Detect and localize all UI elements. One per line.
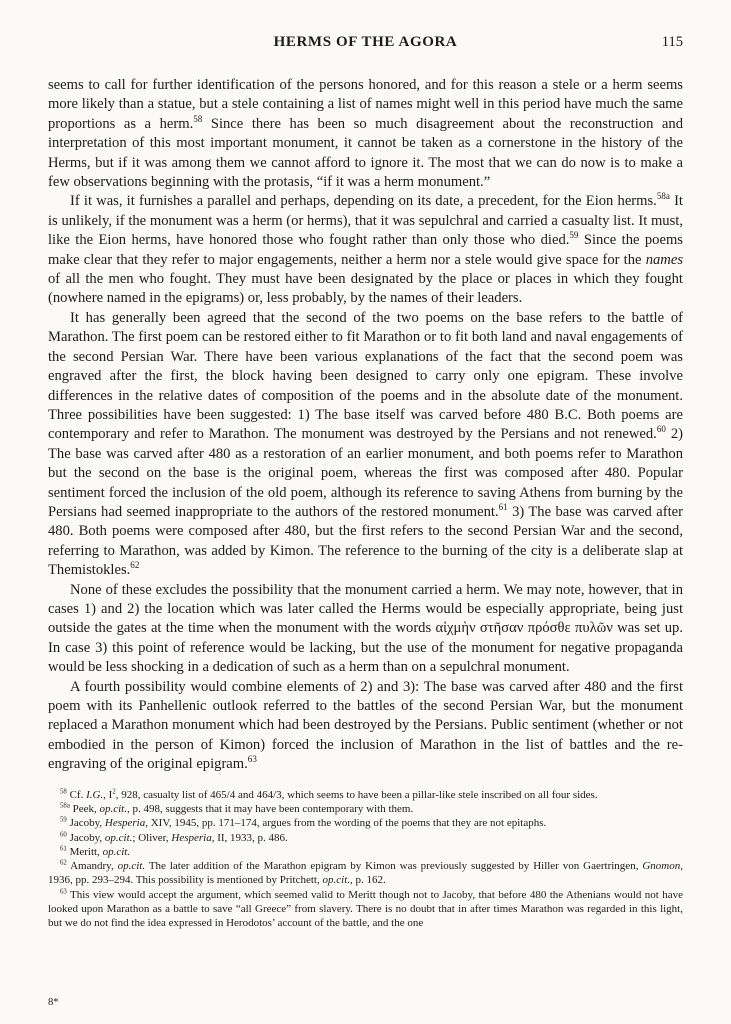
paragraph-3: It has generally been agreed that the second of the two poems on the base refers to the battle of Marathon. The first poem can be restored either to fit Marathon or to fit both land and naval engagements of the second Persian War. There have been various explanations of the fact that the second poem was engraved after the first, the block having been designed to carry only one epigram. These involve differences in the relative dates of composition of the poems and in the absolute date of the monument. Three possibilities have been suggested: 1) The base itself was carved before 480 B.C. Both poems are contemporary and refer to Marathon. The monument was destroyed by the Persians and not renewed.$^{60}$ 2) The base was carved after 480 as a restoration of an earlier monument, and both poems refer to Marathon but the second on the base is the original poem, whereas the first was composed after 480. Popular sentiment forced the inclusion of the old poem, although its reference to saving Athens from burning by the Persians had seemed inappropriate to the authors of the restored monument.$^{61}$ 3) The base was carved after 480. Both poems were composed after 480, but the first refers to the second Persian War and the second, referring to Marathon, was added by Kimon. The reference to the burning of the city is a deliberate slap at Themistokles.$^{62}$ [48, 309, 683, 579]
footnote-59: $^{59}$ Jacoby, Hesperia, XIV, 1945, pp. 171–174, argues from the wording of the poems that they are not epitaphs. [60, 816, 547, 830]
signature-mark: 8* [48, 997, 59, 1008]
page-number: 115 [661, 34, 683, 50]
page-header [48, 34, 683, 51]
footnote-63: $^{63}$ This view would accept the argument, which seemed valid to Meritt though not to Jacoby, that before 480 the Athenians would not have looked upon Marathon as a battle to save “all Greece” from slavery. There is no doubt that in after times Marathon was regarded in this light, but we do not find the idea expressed in Herodotos’ account of the battle, and the one [48, 888, 683, 930]
footnote-60: $^{60}$ Jacoby, op.cit.; Oliver, Hesperia, II, 1933, p. 486. [60, 830, 288, 844]
footnotes [48, 788, 683, 931]
paragraph-2: If it was, it furnishes a parallel and perhaps, depending on its date, a precedent, for the Eion herms.$^{58a}$ It is unlikely, if the monument was a herm (or herms), that it was sepulchral and carried a casualty list. It must, like the Eion herms, have honored those who fought rather than only those who died.$^{59}$ Since the poems make clear that they refer to major engagements, neither a herm nor a stele would give space for the names of all the men who fought. They must have been designated by the place or places in which they fought (nowhere named in the epigrams) or, less probably, by the names of their leaders. [48, 191, 683, 307]
running-title: HERMS OF THE AGORA [273, 34, 458, 50]
paragraph-4: None of these excludes the possibility that the monument carried a herm. We may note, however, that in cases 1) and 2) the location which was later called the Herms would be especially appropriate, being just outside the gates at the time when the monument with the words αἰχμὴν στῆσαν πρόσθε πυλῶν was set up. In case 3) this point of reference would be lacking, but the use of the monument for negative propaganda would be less shocking in a dedication of such as a herm than on a sepulchral monument. [48, 581, 683, 676]
footnote-61: $^{61}$ Meritt, op.cit. [60, 845, 131, 858]
body-text [48, 76, 683, 775]
paragraph-1: seems to call for further identification of the persons honored, and for this reason a stele or a herm seems more likely than a statue, but a stele containing a list of names might well in this period have much the same proportions as a herm.$^{58}$ Since there has been so much disagreement about the reconstruction and interpretation of this most important monument, it cannot be taken as a cornerstone in the history of the Herms, but if it was among them we cannot afford to ignore it. The most that we can do now is to make a few observations beginning with the protasis, “if it was a herm monument.” [48, 77, 683, 191]
paragraph-5: A fourth possibility would combine elements of 2) and 3): The base was carved after 480 and the first poem with its Panhellenic outlook referred to the battles of the second Persian War, but the monument replaced a Marathon monument which had been destroyed by the Persians. Public sentiment (whether or not embodied in the person of Kimon) forced the inclusion of Marathon in the list of battles and the re-engraving of the original epigram.$^{63}$ [48, 678, 683, 773]
footnote-58a: $^{58a}$ Peek, op.cit., p. 498, suggests that it may have been contemporary with them. [60, 802, 414, 815]
footnote-62: $^{62}$ Amandry, op.cit. The later addition of the Marathon epigram by Kimon was previously suggested by Hiller von Gaertringen, Gnomon, 1936, pp. 293–294. This possibility is mentioned by Pritchett, op.cit., p. 162. [48, 859, 683, 887]
footnote-58: $^{58}$ Cf. I.G., $I^2$, 928, casualty list of 465/4 and 464/3, which seems to have been a pillar-like stele inscribed on all four sides. [60, 787, 598, 801]
